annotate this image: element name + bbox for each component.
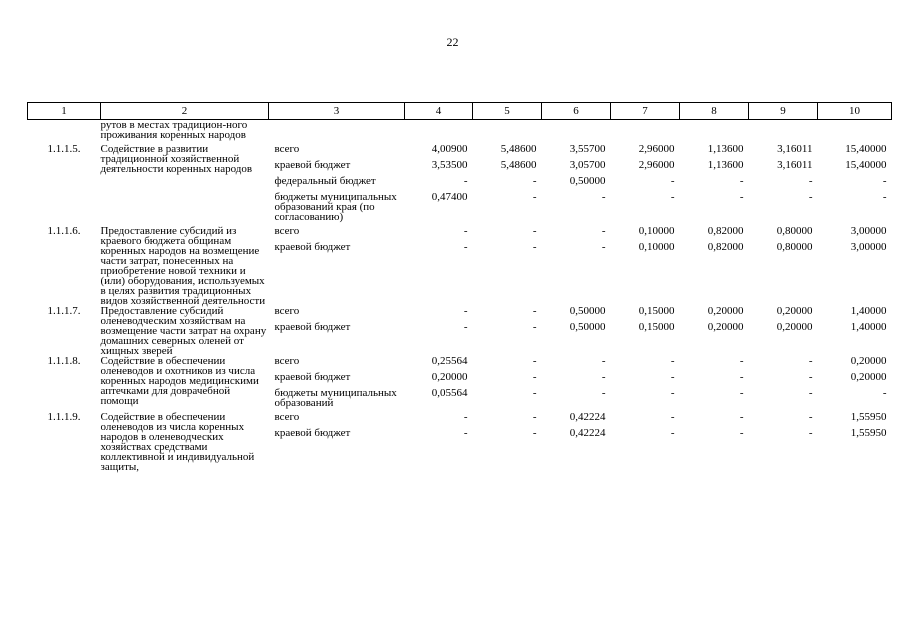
funding-source-cell: [269, 412, 405, 472]
amount-value: -: [601, 371, 606, 383]
amount-value: -: [808, 191, 813, 203]
activity-code: 1.1.1.5.: [47, 143, 81, 155]
amount-value: -: [739, 387, 744, 399]
amount-value: 0,50000: [569, 321, 606, 333]
amount-value: 0,05564: [431, 387, 468, 399]
amount-value: 1,13600: [707, 159, 744, 171]
column-header: 1: [28, 103, 101, 120]
amount-cell: [473, 226, 542, 306]
amount-value: -: [463, 175, 468, 187]
activity-name: Предоставление субсидий оленеводческим хозяйствам на возмещение части затрат на охрану домашних северных оленей от хищных зверей: [100, 305, 267, 357]
table-row: [28, 412, 892, 472]
funding-source: краевой бюджет: [274, 321, 351, 333]
amount-cell: [473, 306, 542, 356]
amount-value: -: [532, 411, 537, 423]
amount-value: -: [532, 355, 537, 367]
funding-source: краевой бюджет: [274, 241, 351, 253]
amount-value: -: [808, 427, 813, 439]
amount-cell: [542, 306, 611, 356]
amount-cell: [749, 306, 818, 356]
amount-cell: [680, 144, 749, 226]
amount-value: 0,82000: [707, 241, 744, 253]
activity-name: Содействие в обеспечении оленеводов и охотников из числа коренных народов медицинскими аптечками для доврачебной помощи: [100, 355, 259, 407]
amount-value: -: [882, 191, 887, 203]
amount-cell: [818, 356, 892, 412]
funding-source: всего: [274, 411, 300, 423]
amount-cell: [473, 356, 542, 412]
amount-value: -: [739, 175, 744, 187]
funding-source-cell: [269, 356, 405, 412]
table-row: [28, 356, 892, 412]
amount-value: 5,48600: [500, 143, 537, 155]
amount-cell: [542, 412, 611, 472]
amount-value: 3,55700: [569, 143, 606, 155]
funding-source-cell: [269, 226, 405, 306]
funding-source: краевой бюджет: [274, 427, 351, 439]
amount-value: -: [670, 175, 675, 187]
amount-cell: [680, 356, 749, 412]
amount-cell: [680, 306, 749, 356]
amount-value: -: [532, 387, 537, 399]
amount-value: -: [739, 355, 744, 367]
amount-cell: [405, 226, 473, 306]
amount-value: 0,10000: [638, 225, 675, 237]
amount-value: -: [739, 411, 744, 423]
continuation-text: рутов в местах традицион-ного проживания коренных народов: [100, 119, 248, 141]
amount-value: -: [739, 371, 744, 383]
amount-cell: [680, 226, 749, 306]
amount-cell: [611, 356, 680, 412]
activity-code: 1.1.1.6.: [47, 225, 81, 237]
amount-value: 3,00000: [850, 225, 887, 237]
amount-value: 0,42224: [569, 411, 606, 423]
amount-value: 0,82000: [707, 225, 744, 237]
amount-cell: [611, 412, 680, 472]
amount-value: -: [670, 191, 675, 203]
amount-cell: [473, 144, 542, 226]
amount-value: -: [532, 305, 537, 317]
continuation-row: [28, 120, 892, 145]
amount-cell: [749, 412, 818, 472]
amount-value: -: [739, 427, 744, 439]
column-header: 3: [269, 103, 405, 120]
amount-cell: [542, 226, 611, 306]
activity-name: Содействие в развитии традиционной хозяйственной деятельности коренных народов: [100, 143, 253, 175]
amount-cell: [611, 144, 680, 226]
funding-source: всего: [274, 355, 300, 367]
amount-value: 1,40000: [850, 321, 887, 333]
activity-code: 1.1.1.7.: [47, 305, 81, 317]
amount-value: 5,48600: [500, 159, 537, 171]
amount-value: 3,53500: [431, 159, 468, 171]
amount-cell: [680, 412, 749, 472]
amount-value: 4,00900: [431, 143, 468, 155]
amount-value: 0,80000: [776, 241, 813, 253]
amount-value: 0,50000: [569, 175, 606, 187]
column-header: 7: [611, 103, 680, 120]
amount-value: -: [463, 225, 468, 237]
amount-value: -: [601, 241, 606, 253]
amount-value: 15,40000: [845, 143, 887, 155]
amount-value: 3,00000: [850, 241, 887, 253]
amount-value: 0,20000: [431, 371, 468, 383]
amount-value: -: [670, 355, 675, 367]
amount-value: -: [601, 387, 606, 399]
amount-value: -: [601, 355, 606, 367]
activity-name: Предоставление субсидий из краевого бюджета общинам коренных народов на возмещение части затрат, понесенных на приобретение новой техники и (или) оборудования, используемых в целях развития традиционных видов хозяйственной деятельности: [100, 225, 266, 307]
amount-value: -: [463, 305, 468, 317]
amount-value: -: [808, 355, 813, 367]
amount-value: 15,40000: [845, 159, 887, 171]
amount-value: -: [532, 191, 537, 203]
amount-value: -: [601, 225, 606, 237]
amount-value: 0,15000: [638, 305, 675, 317]
amount-value: 0,10000: [638, 241, 675, 253]
column-header: 8: [680, 103, 749, 120]
amount-value: -: [739, 191, 744, 203]
funding-source: всего: [274, 143, 300, 155]
amount-cell: [405, 356, 473, 412]
amount-value: -: [463, 411, 468, 423]
amount-value: 1,13600: [707, 143, 744, 155]
amount-cell: [818, 306, 892, 356]
amount-value: 0,50000: [569, 305, 606, 317]
funding-source: бюджеты муниципальных образований: [274, 387, 397, 409]
amount-cell: [611, 226, 680, 306]
amount-value: -: [532, 225, 537, 237]
column-header: 10: [818, 103, 892, 120]
amount-cell: [749, 144, 818, 226]
amount-value: -: [532, 241, 537, 253]
amount-value: -: [808, 387, 813, 399]
page-number: 22: [446, 35, 459, 49]
amount-value: -: [532, 175, 537, 187]
amount-value: 1,40000: [850, 305, 887, 317]
amount-value: -: [670, 427, 675, 439]
funding-source-cell: [269, 144, 405, 226]
amount-value: 3,16011: [777, 143, 813, 155]
column-header: 5: [473, 103, 542, 120]
amount-value: 2,96000: [638, 143, 675, 155]
amount-cell: [749, 356, 818, 412]
amount-value: -: [670, 387, 675, 399]
table-row: [28, 226, 892, 306]
activity-name: Содействие в обеспечении оленеводов из числа коренных народов в оленеводческих хозяйствах средствами коллективной и индивидуальной защиты,: [100, 411, 255, 473]
amount-cell: [542, 356, 611, 412]
amount-value: 0,15000: [638, 321, 675, 333]
table-row: [28, 306, 892, 356]
amount-value: -: [808, 411, 813, 423]
amount-value: -: [532, 371, 537, 383]
amount-cell: [818, 144, 892, 226]
column-number-header-row: [28, 103, 892, 120]
amount-value: 0,47400: [431, 191, 468, 203]
amount-value: -: [532, 321, 537, 333]
amount-cell: [818, 412, 892, 472]
amount-value: 1,55950: [850, 427, 887, 439]
amount-value: -: [882, 175, 887, 187]
amount-value: 1,55950: [850, 411, 887, 423]
amount-value: 0,20000: [776, 305, 813, 317]
amount-cell: [542, 144, 611, 226]
amount-value: 0,20000: [850, 371, 887, 383]
amount-value: 0,42224: [569, 427, 606, 439]
amount-value: 2,96000: [638, 159, 675, 171]
budget-table: [27, 102, 892, 472]
amount-value: -: [808, 175, 813, 187]
funding-source: всего: [274, 225, 300, 237]
amount-cell: [611, 306, 680, 356]
amount-cell: [405, 144, 473, 226]
amount-cell: [405, 412, 473, 472]
amount-value: 0,80000: [776, 225, 813, 237]
amount-value: -: [808, 371, 813, 383]
funding-source: всего: [274, 305, 300, 317]
amount-value: -: [463, 427, 468, 439]
amount-cell: [749, 226, 818, 306]
amount-value: -: [670, 411, 675, 423]
amount-value: -: [463, 321, 468, 333]
funding-source: федеральный бюджет: [274, 175, 376, 187]
funding-source: краевой бюджет: [274, 159, 351, 171]
amount-value: 3,05700: [569, 159, 606, 171]
amount-value: -: [532, 427, 537, 439]
amount-cell: [405, 306, 473, 356]
amount-value: 0,20000: [850, 355, 887, 367]
column-header: 4: [405, 103, 473, 120]
funding-source: краевой бюджет: [274, 371, 351, 383]
column-header: 6: [542, 103, 611, 120]
amount-value: 0,25564: [431, 355, 468, 367]
amount-value: -: [670, 371, 675, 383]
activity-code: 1.1.1.9.: [47, 411, 81, 423]
funding-source: бюджеты муниципальных образований края (по согласованию): [274, 191, 397, 223]
column-header: 2: [101, 103, 269, 120]
amount-value: -: [463, 241, 468, 253]
activity-code: 1.1.1.8.: [47, 355, 81, 367]
table-row: [28, 144, 892, 226]
column-header: 9: [749, 103, 818, 120]
amount-value: 0,20000: [707, 305, 744, 317]
amount-value: -: [601, 191, 606, 203]
amount-value: 3,16011: [777, 159, 813, 171]
amount-value: 0,20000: [776, 321, 813, 333]
amount-value: -: [882, 387, 887, 399]
amount-cell: [818, 226, 892, 306]
funding-source-cell: [269, 306, 405, 356]
amount-cell: [473, 412, 542, 472]
amount-value: 0,20000: [707, 321, 744, 333]
